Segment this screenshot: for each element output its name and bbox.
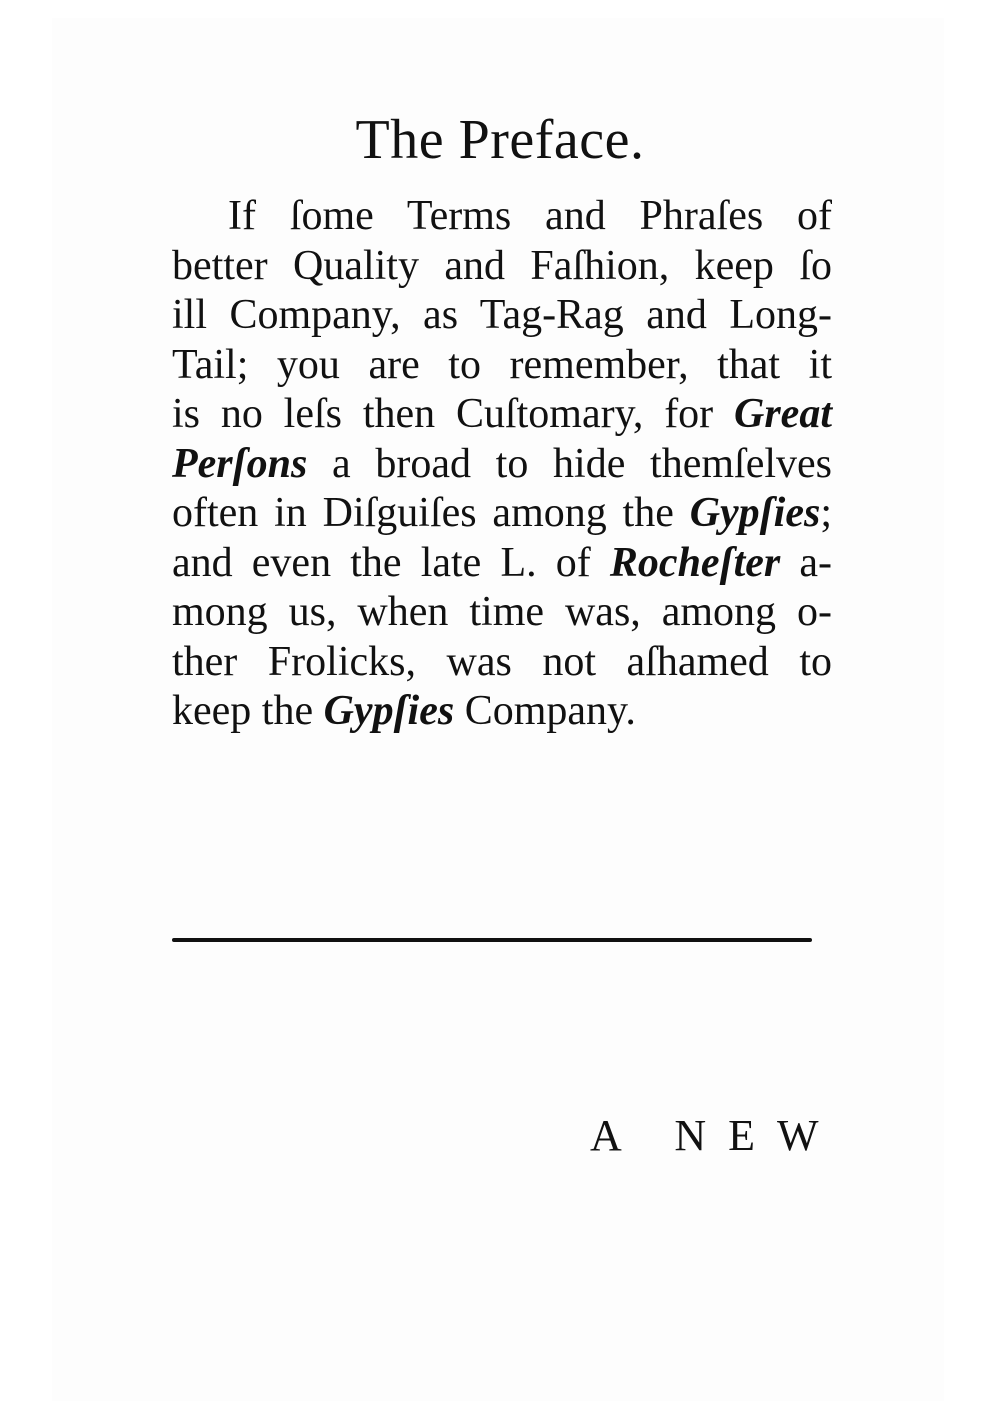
text-segment: and even the late L. of bbox=[172, 539, 610, 586]
text-line bbox=[172, 539, 832, 589]
page-title: The Preface. bbox=[355, 109, 645, 171]
italic-text-segment: Great bbox=[734, 391, 832, 437]
text-segment: a broad to hide themſelves bbox=[307, 440, 832, 487]
text-line bbox=[172, 638, 832, 688]
catchword: A NEW bbox=[590, 1111, 841, 1160]
text-line bbox=[172, 390, 832, 440]
italic-text-segment: Gypſies bbox=[323, 688, 455, 734]
text-segment: a- bbox=[780, 539, 832, 586]
text-segment: Tail; you are to remember, that it bbox=[172, 341, 832, 388]
text-line bbox=[172, 341, 832, 391]
text-segment: Company. bbox=[454, 688, 636, 734]
text-segment: ther Frolicks, was not aſhamed to bbox=[172, 638, 832, 685]
text-segment: ; bbox=[820, 490, 832, 536]
horizontal-rule bbox=[172, 938, 812, 942]
preface-body bbox=[172, 192, 832, 737]
text-segment: keep the bbox=[172, 688, 324, 734]
text-line bbox=[172, 588, 832, 638]
text-line bbox=[172, 489, 832, 539]
italic-text-segment: Perſons bbox=[172, 440, 308, 487]
text-segment: mong us, when time was, among o- bbox=[172, 589, 832, 635]
text-segment: often in Diſguiſes among the bbox=[172, 490, 690, 536]
text-segment: If ſome Terms and Phraſes of bbox=[228, 193, 832, 239]
text-segment: is no leſs then Cuſtomary, for bbox=[172, 391, 734, 437]
italic-text-segment: Gypſies bbox=[689, 490, 821, 536]
text-line bbox=[172, 687, 832, 737]
text-segment: ill Company, as Tag-Rag and Long- bbox=[172, 292, 832, 338]
text-line bbox=[172, 242, 832, 292]
text-line bbox=[172, 192, 832, 242]
text-line bbox=[172, 440, 832, 490]
text-segment: better Quality and Faſhion, keep ſo bbox=[172, 242, 832, 289]
text-line bbox=[172, 291, 832, 341]
italic-text-segment: Rocheſter bbox=[609, 539, 781, 586]
